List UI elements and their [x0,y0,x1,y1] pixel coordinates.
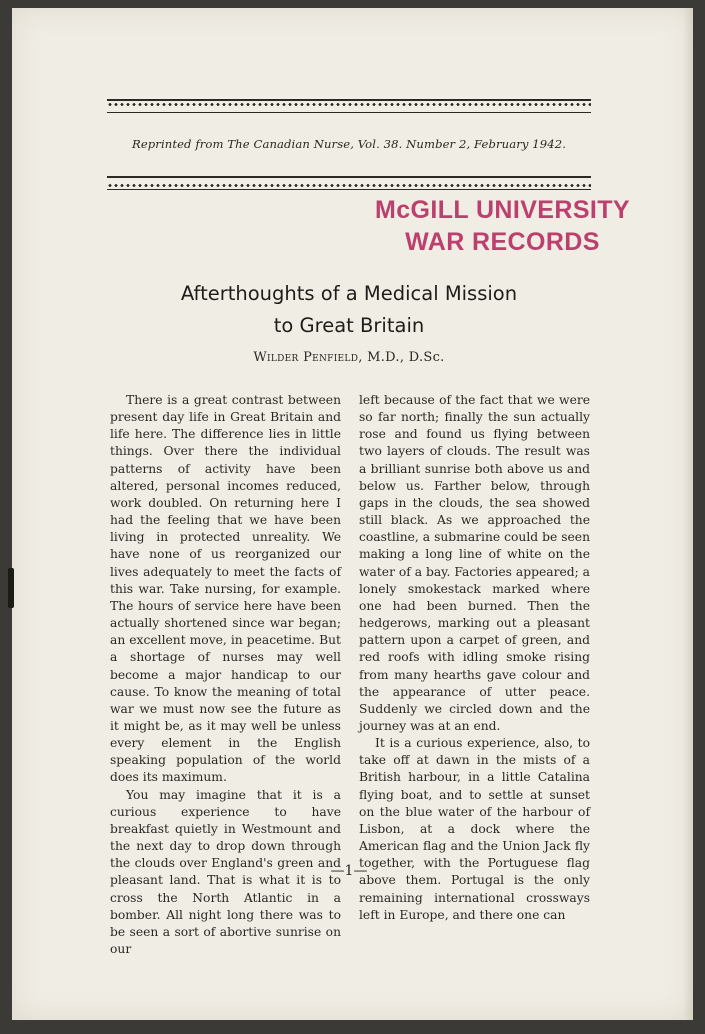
author-byline [107,350,591,365]
article-title [107,278,591,342]
author-degrees: M.D., D.Sc. [367,350,445,365]
reprint-note: Reprinted from The Canadian Nurse, Vol. 38. Number 2, February 1942. [131,137,567,151]
paragraph: It is a curious experience, also, to take off at dawn in the mists of a British harbour, in a little Catalina flying boat, and to settle at sunset on the blue water of the harbour of Lisbon, at a dock where the American flag and the Union Jack fly together, with the Portuguese flag above them. Portugal is the only remaining international crossways left in Europe, and there one can [359,736,590,922]
paragraph: There is a great contrast between present day life in Great Britain and life here. The difference lies in little things. Over there the individual patterns of activity have been altered, personal incomes reduced, work doubled. On returning here I had the feeling that we have been living in protected unreality. We have none of us reorganized our lives adequately to meet the facts of this war. Take nursing, for example. The hours of service here have been actually shortened since war began; an excellent move, in peacetime. But a shortage of nurses may well become a major handicap to our cause. To know the meaning of total war we must now see the future as it might be, as it may well be unless every element in the English speaking population of the world does its maximum. [110,393,341,785]
page-number: —1— [330,863,368,879]
paragraph: left because of the fact that we were so far north; finally the sun actually rose and found us flying between two layers of clouds. The result was a brilliant sunrise both above us and below us. Farther below, through gaps in the clouds, the sea showed still black. As we approached the coastline, a submarine could be seen making a long line of white on the water of a bay. Factories appeared; a lonely smokestack marked where one had been burned. Then the hedgerows, marking out a pleasant pattern upon a carpet of green, and red roofs with idling smoke rising from many hearths gave colour and the appearance of utter peace. Suddenly we circled down and the journey was at an end. [359,393,590,733]
right-column [359,392,590,924]
document-page [12,8,693,1020]
title-line-2: to Great Britain [273,314,425,337]
paragraph: You may imagine that it is a curious experience to have breakfast quietly in Westmount and the next day to drop down through the clouds over England's green and pleasant land. That is what it is to cross the North Atlantic in a bomber. All night long there was to be seen a sort of abortive sunrise on our [110,787,341,956]
bottom-rule [107,176,591,190]
archive-stamp [375,194,630,258]
author-name: Wilder Penfield, [253,350,363,365]
stamp-line-2: WAR RECORDS [405,228,600,256]
binding-tab [8,568,14,608]
title-line-1: Afterthoughts of a Medical Mission [180,282,518,305]
top-rule [107,99,591,113]
stamp-line-1: McGILL UNIVERSITY [375,196,630,224]
page-edge-shadow [683,8,693,1020]
